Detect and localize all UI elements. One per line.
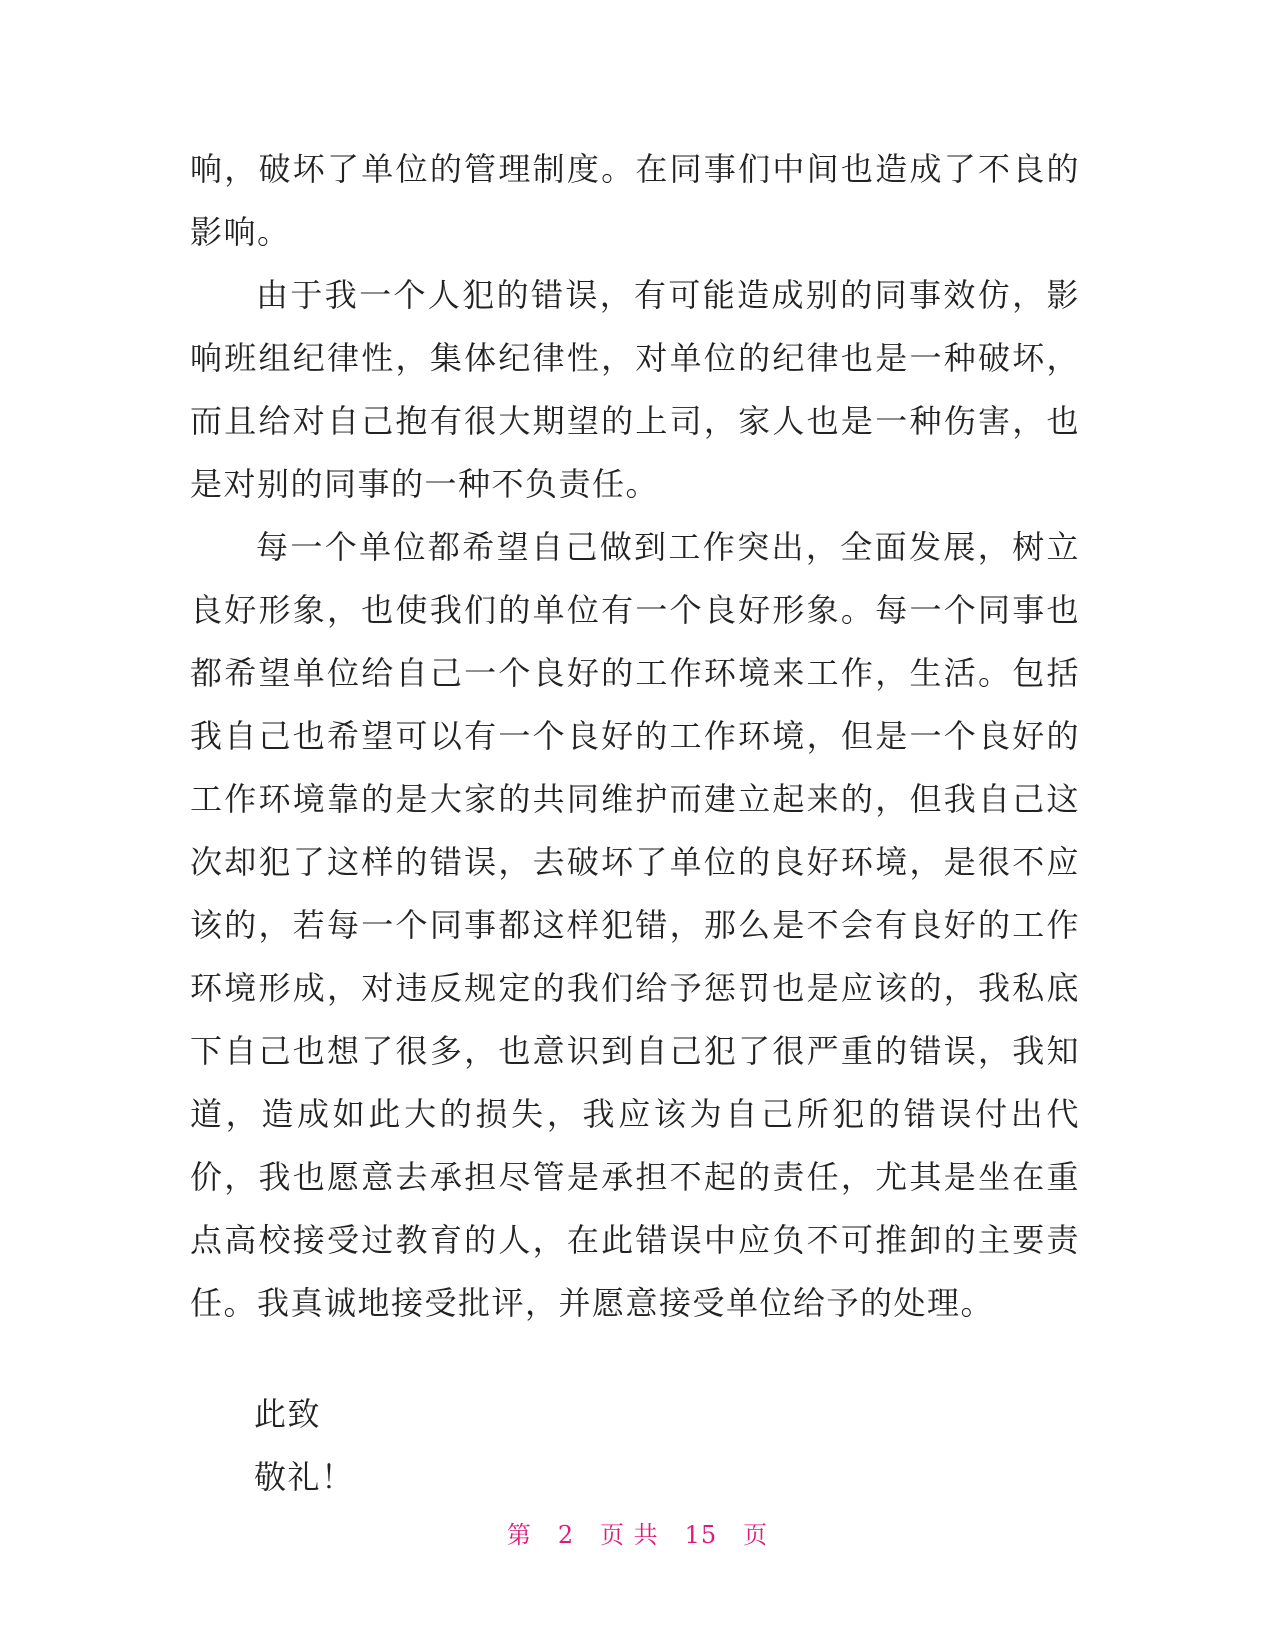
footer-total-pages: 15 xyxy=(684,1521,718,1549)
footer-middle: 页 共 xyxy=(600,1521,659,1549)
footer-suffix: 页 xyxy=(743,1521,769,1549)
closing-salutation: 此致 xyxy=(254,1395,322,1433)
closing-regards: 敬礼！ xyxy=(254,1458,355,1496)
footer-prefix: 第 xyxy=(506,1521,532,1549)
footer-current-page: 2 xyxy=(557,1521,575,1549)
paragraph-error-impact: 由于我一个人犯的错误，有可能造成别的同事效仿，影响班组纪律性，集体纪律性，对单位的纪律也是一种破坏，而且给对自己抱有很大期望的上司，家人也是一种伤害，也是对别的同事的一种不负责任。 xyxy=(190,276,1080,503)
page-footer xyxy=(0,1519,1275,1551)
paragraph-work-environment: 每一个单位都希望自己做到工作突出，全面发展，树立良好形象，也使我们的单位有一个良好形象。每一个同事也都希望单位给自己一个良好的工作环境来工作，生活。包括我自己也希望可以有一个良好的工作环境，但是一个良好的工作环境靠的是大家的共同维护而建立起来的，但我自己这次却犯了这样的错误，去破坏了单位的良好环境，是很不应该的，若每一个同事都这样犯错，那么是不会有良好的工作环境形成，对违反规定的我们给予惩罚也是应该的，我私底下自己也想了很多，也意识到自己犯了很严重的错误，我知道，造成如此大的损失，我应该为自己所犯的错误付出代价，我也愿意去承担尽管是承担不起的责任，尤其是坐在重点高校接受过教育的人，在此错误中应负不可推卸的主要责任。我真诚地接受批评，并愿意接受单位给予的处理。 xyxy=(190,528,1080,1322)
letter-body xyxy=(190,138,1080,1335)
paragraph-continuation: 响，破坏了单位的管理制度。在同事们中间也造成了不良的影响。 xyxy=(190,150,1080,251)
